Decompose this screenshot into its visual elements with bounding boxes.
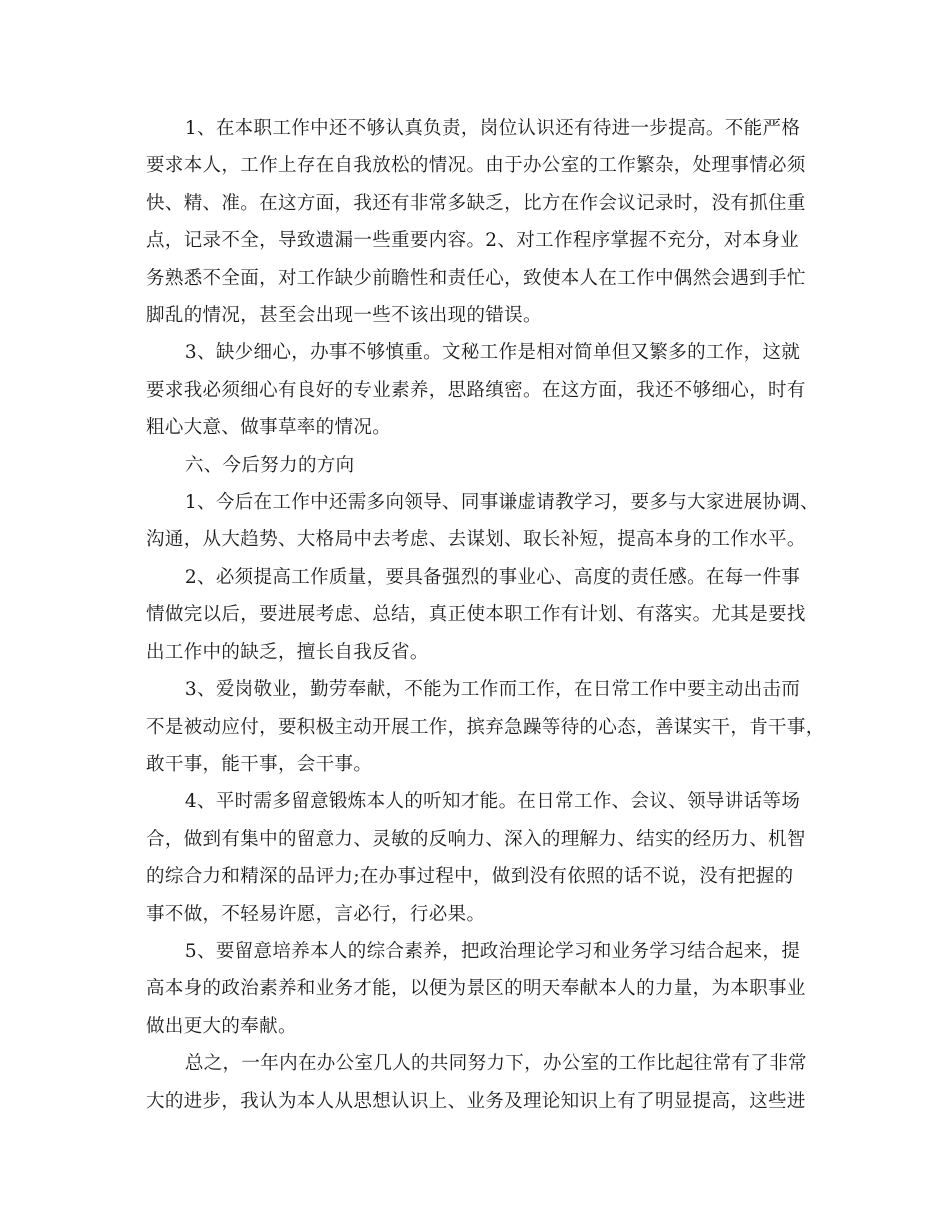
paragraph — [146, 933, 810, 1045]
text-line: 的综合力和精深的品评力;在办事过程中，做到没有依照的话不说，没有把握的 — [146, 866, 794, 888]
text-line: 大的进步，我认为本人从思想认识上、业务及理论知识上有了明显提高，这些进 — [146, 1090, 806, 1112]
paragraph — [146, 484, 820, 559]
paragraph — [146, 783, 810, 933]
text-line: 敢干事，能干事，会干事。 — [146, 753, 373, 775]
paragraph — [146, 447, 810, 484]
text-line: 点，记录不全，导致遗漏一些重要内容。2、对工作程序掌握不充分，对本身业 — [146, 230, 800, 252]
text-line: 做出更大的奉献。 — [146, 1015, 297, 1037]
text-line: 3、爱岗敬业，勤劳奉献，不能为工作而工作，在日常工作中要主动出击而 — [184, 679, 801, 701]
text-line: 3、缺少细心，办事不够慎重。文秘工作是相对简单但又繁多的工作，这就 — [184, 342, 801, 364]
text-line: 六、今后努力的方向 — [184, 454, 355, 476]
paragraph — [146, 334, 810, 446]
text-line: 出工作中的缺乏，擅长自我反省。 — [146, 641, 429, 663]
text-line: 高本身的政治素养和业务才能，以便为景区的明天奉献本人的力量，为本职事业 — [146, 978, 806, 1000]
paragraph — [146, 559, 810, 671]
text-line: 要求我必须细心有良好的专业素养，思路缜密。在这方面，我还不够细心，时有 — [146, 379, 806, 401]
text-line: 情做完以后，要进展考虑、总结，真正使本职工作有计划、有落实。尤其是要找 — [146, 604, 806, 626]
text-line: 要求本人，工作上存在自我放松的情况。由于办公室的工作繁杂，处理事情必须 — [146, 155, 806, 177]
text-line: 事不做，不轻易许愿，言必行，行必果。 — [146, 903, 486, 925]
text-line: 务熟悉不全面，对工作缺少前瞻性和责任心，致使本人在工作中偶然会遇到手忙 — [146, 267, 806, 289]
text-line: 总之，一年内在办公室几人的共同努力下，办公室的工作比起往常有了非常 — [184, 1053, 807, 1075]
text-line: 沟通，从大趋势、大格局中去考虑、去谋划、取长补短，提高本身的工作水平。 — [146, 529, 806, 551]
text-line: 粗心大意、做事草率的情况。 — [146, 417, 392, 439]
text-line: 4、平时需多留意锻炼本人的听知才能。在日常工作、会议、领导讲话等场 — [184, 791, 801, 813]
text-line: 脚乱的情况，甚至会出现一些不该出现的错误。 — [146, 305, 542, 327]
text-line: 2、必须提高工作质量，要具备强烈的事业心、高度的责任感。在每一件事 — [184, 566, 801, 588]
text-line: 合，做到有集中的留意力、灵敏的反响力、深入的理解力、结实的经历力、机智 — [146, 828, 806, 850]
text-line: 不是被动应付，要积极主动开展工作，摈弃急躁等待的心态，善谋实干，肯干事， — [146, 716, 825, 738]
paragraph — [146, 671, 825, 783]
paragraph — [146, 110, 810, 334]
paragraph — [146, 1045, 810, 1120]
text-line: 快、精、准。在这方面，我还有非常多缺乏，比方在作会议记录时，没有抓住重 — [146, 192, 806, 214]
text-line: 5、要留意培养本人的综合素养，把政治理论学习和业务学习结合起来，提 — [184, 940, 801, 962]
text-line: 1、今后在工作中还需多向领导、同事谦虚请教学习，要多与大家进展协调、 — [184, 492, 820, 514]
text-line: 1、在本职工作中还不够认真负责，岗位认识还有待进一步提高。不能严格 — [184, 118, 801, 139]
document-body — [146, 110, 825, 1120]
